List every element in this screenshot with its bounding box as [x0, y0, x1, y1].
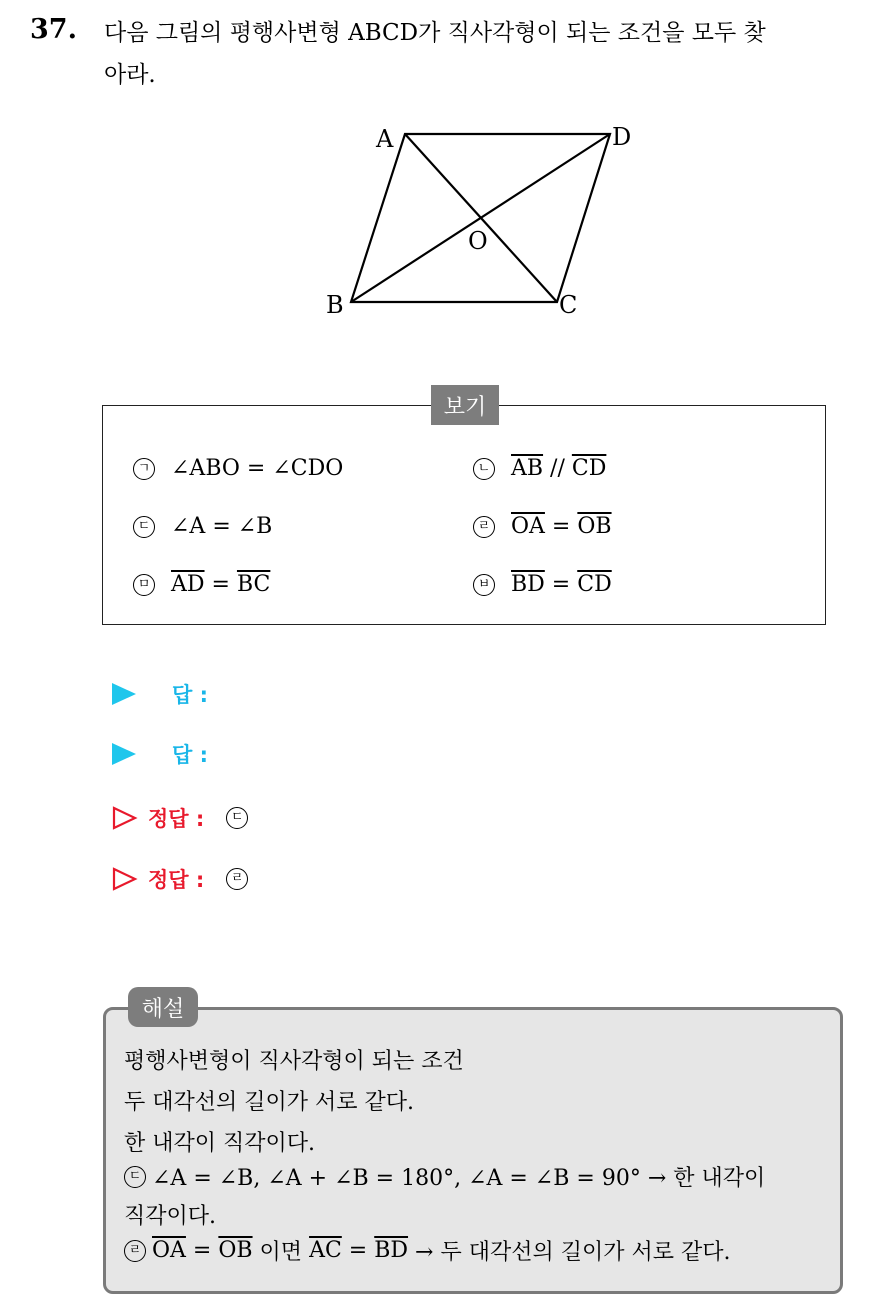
option-text: ∠A = ∠B	[171, 514, 273, 539]
vertex-label-d: D	[612, 123, 632, 151]
solution-line-6	[124, 1235, 730, 1266]
solution-line-3: 한 내각이 직각이다.	[124, 1131, 315, 1156]
question-number: 37.	[30, 14, 77, 45]
option-marker: ㄷ	[133, 516, 155, 538]
solution-text: ∠A = ∠B, ∠A + ∠B = 180°, ∠A = ∠B = 90° → 한 내각이	[152, 1166, 766, 1191]
outline-triangle-icon	[112, 806, 138, 830]
solution-line-2: 두 대각선의 길이가 서로 같다.	[124, 1090, 414, 1115]
segment-ob: $\overline{OB}$	[218, 1238, 253, 1263]
equals-sign: =	[341, 1238, 375, 1263]
segment-cd: $\overline{CD}$	[577, 572, 612, 597]
bogi-option-2	[473, 456, 606, 481]
bogi-option-1	[133, 456, 343, 481]
segment-bd: $\overline{BD}$	[511, 572, 545, 597]
segment-ob: $\overline{OB}$	[577, 514, 612, 539]
correct-answer-value: ㄷ	[226, 807, 248, 829]
bogi-option-3	[133, 514, 272, 539]
option-operator: =	[204, 572, 237, 597]
correct-answer-row-2	[112, 864, 264, 894]
question-text-line1: 다음 그림의 평행사변형 ABCD가 직사각형이 되는 조건을 모두 찾	[104, 20, 766, 46]
option-operator: =	[544, 514, 578, 539]
correct-answer-label: 정답 :	[148, 868, 205, 892]
option-marker: ㅁ	[133, 574, 155, 596]
solution-line-4	[124, 1161, 765, 1192]
solution-marker: ㄷ	[124, 1166, 146, 1188]
segment-cd: $\overline{CD}$	[571, 456, 607, 481]
solution-conclusion: → 두 대각선의 길이가 서로 같다.	[408, 1240, 731, 1265]
equals-sign: =	[185, 1238, 219, 1263]
vertex-label-c: C	[559, 291, 578, 319]
segment-bc: $\overline{BC}$	[236, 572, 271, 597]
segment-bd: $\overline{BD}$	[374, 1238, 409, 1263]
segment-ac: $\overline{AC}$	[309, 1238, 342, 1263]
correct-answer-value: ㄹ	[226, 868, 248, 890]
option-text: ∠ABO = ∠CDO	[171, 456, 344, 481]
bogi-option-6	[473, 572, 612, 597]
solution-marker: ㄹ	[124, 1240, 146, 1262]
correct-answer-row-1	[112, 803, 264, 833]
question-text-line2: 아라.	[104, 62, 156, 88]
answer-label: 답 :	[172, 743, 208, 767]
bogi-title: 보기	[431, 385, 499, 425]
parallelogram-figure	[320, 115, 650, 325]
segment-ad: $\overline{AD}$	[171, 572, 205, 597]
filled-triangle-icon	[112, 683, 136, 705]
filled-triangle-icon	[112, 743, 136, 765]
option-marker: ㅂ	[473, 574, 495, 596]
vertex-label-b: B	[326, 291, 344, 319]
solution-connector: 이면	[252, 1240, 310, 1265]
solution-title: 해설	[128, 987, 198, 1027]
vertex-label-a: A	[376, 125, 394, 153]
answer-row-2	[112, 739, 208, 769]
option-marker: ㄹ	[473, 516, 495, 538]
outline-triangle-icon	[112, 867, 138, 891]
bogi-option-5	[133, 572, 270, 597]
solution-line-1: 평행사변형이 직사각형이 되는 조건	[124, 1049, 464, 1074]
answer-label: 답 :	[172, 683, 208, 707]
option-operator: //	[543, 456, 572, 481]
solution-line-5: 직각이다.	[124, 1204, 217, 1229]
diagonal-bd	[351, 134, 610, 302]
bogi-option-4	[473, 514, 612, 539]
answer-row-1	[112, 679, 208, 709]
segment-oa: $\overline{OA}$	[511, 514, 545, 539]
segment-oa: $\overline{OA}$	[152, 1238, 186, 1263]
segment-ab: $\overline{AB}$	[511, 456, 544, 481]
option-operator: =	[544, 572, 578, 597]
option-marker: ㄴ	[473, 458, 495, 480]
point-label-o: O	[468, 227, 488, 255]
correct-answer-label: 정답 :	[148, 807, 205, 831]
option-marker: ㄱ	[133, 458, 155, 480]
